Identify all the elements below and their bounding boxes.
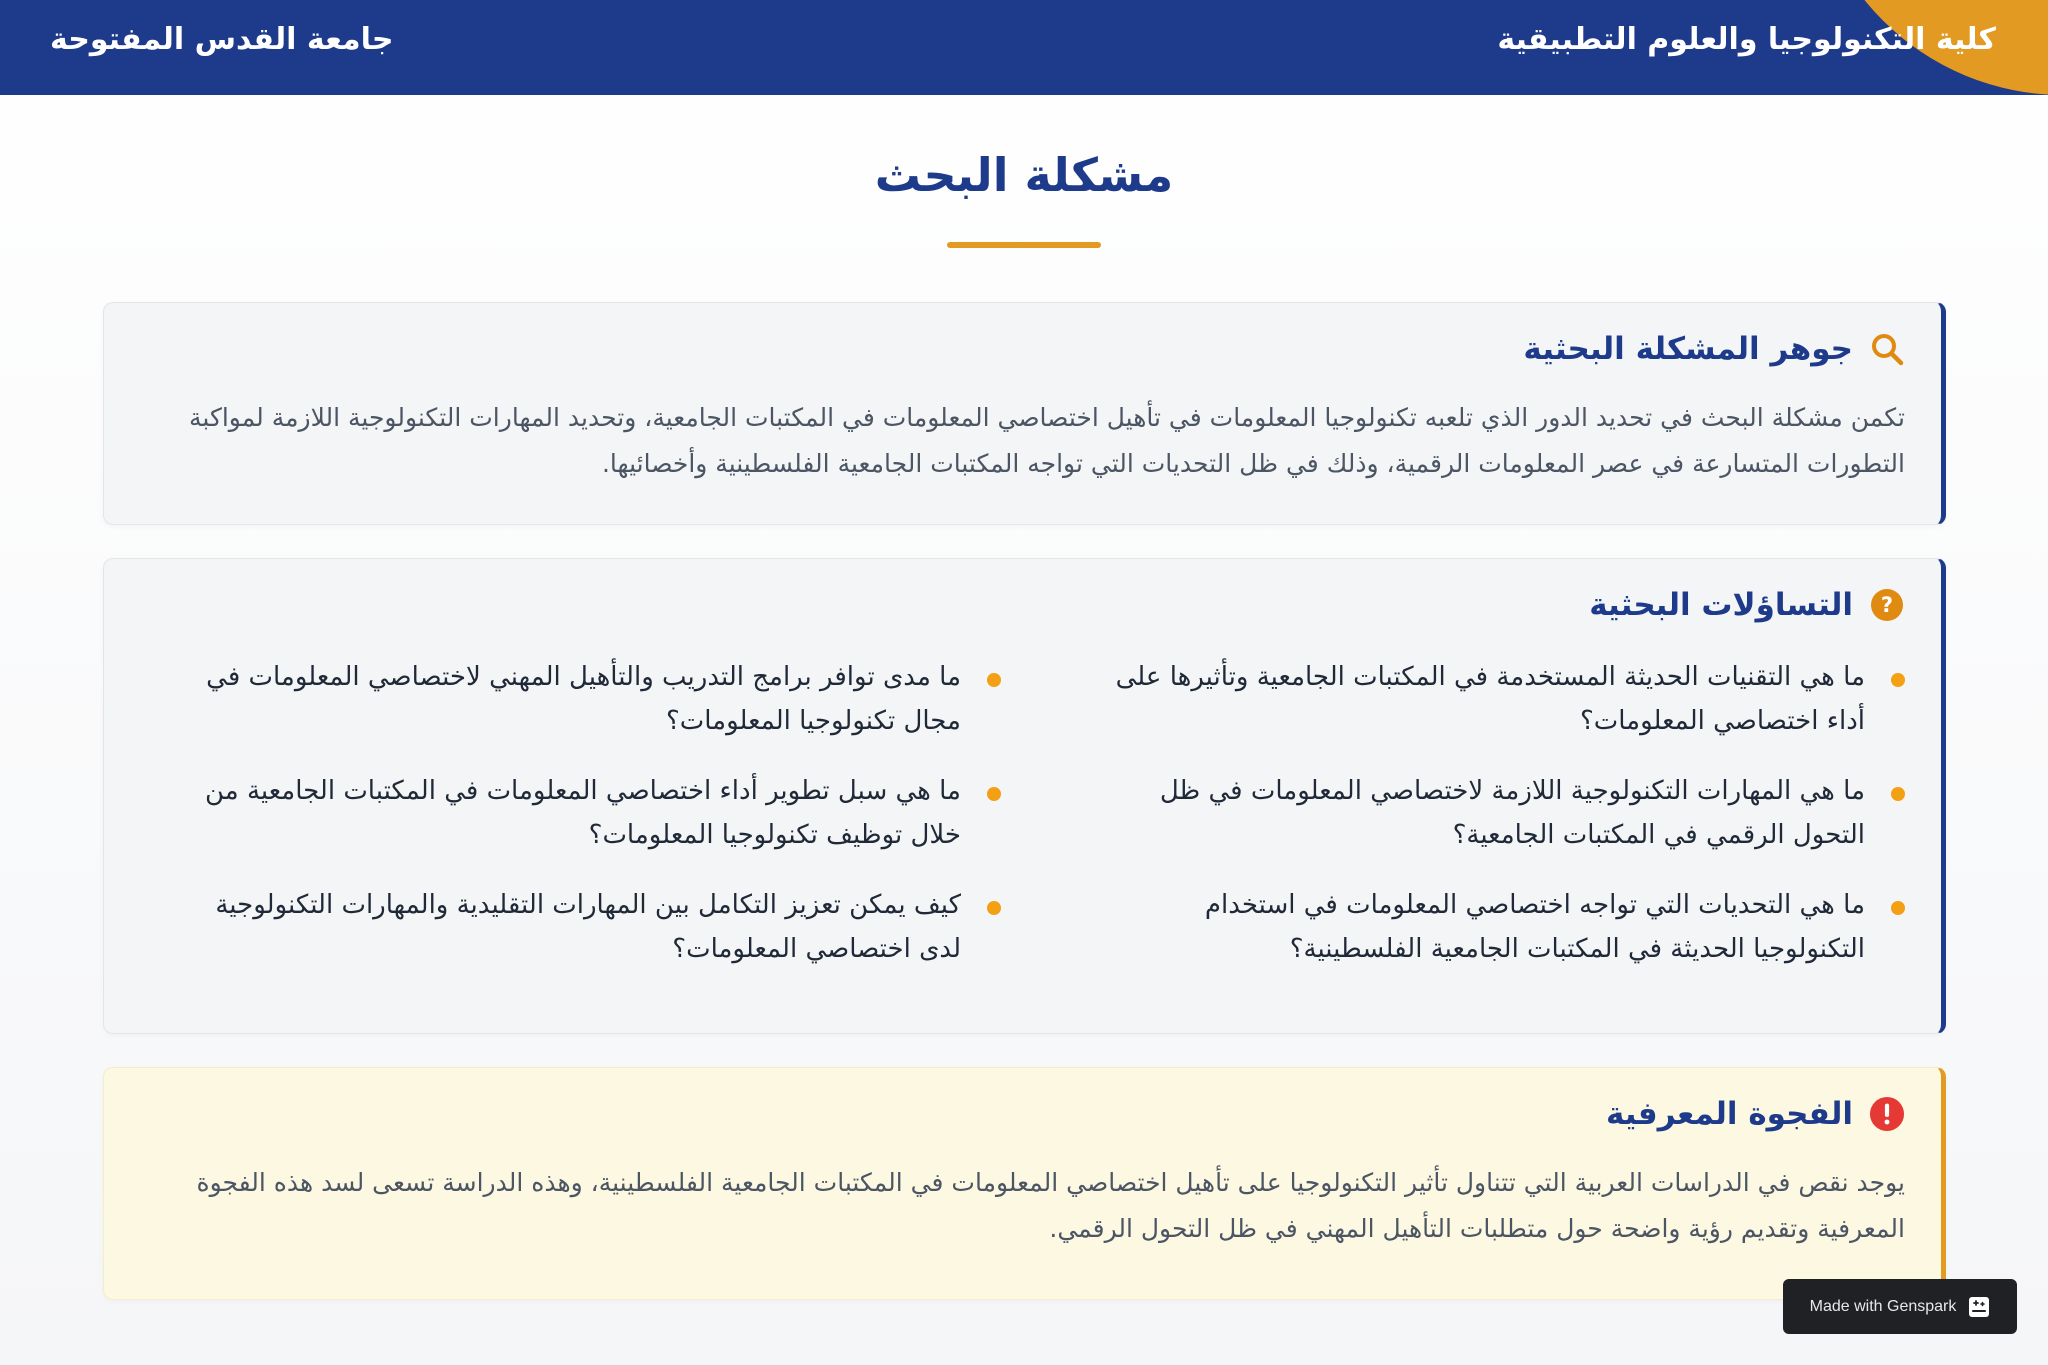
- university-name: جامعة القدس المفتوحة: [50, 22, 394, 57]
- bullet-dot: [987, 901, 1001, 915]
- question-text: ما مدى توافر برامج التدريب والتأهيل المهني لاختصاصي المعلومات في مجال تكنولوجيا المعلومات؟: [206, 662, 961, 736]
- knowledge-gap-text: يوجد نقص في الدراسات العربية التي تتناول تأثير التكنولوجيا على تأهيل اختصاصي المعلومات في المكتبات الجامعية الفلسطينية، وهذه الدراسة تسعى لسد هذه الفجوة المعرفية وتقديم رؤية واضحة حول متطلبات التأهيل المهني في ظل التحول الرقمي.: [196, 1168, 1905, 1243]
- questions-column-right: [1085, 655, 1905, 997]
- bullet-dot: [987, 787, 1001, 801]
- bullet-dot: [1891, 787, 1905, 801]
- research-questions-header: [1589, 587, 1905, 623]
- bullet-dot: [1891, 673, 1905, 687]
- list-item: [181, 883, 1001, 971]
- question-text: ما هي التحديات التي تواجه اختصاصي المعلومات في استخدام التكنولوجيا الحديثة في المكتبات الجامعية الفلسطينية؟: [1204, 890, 1865, 964]
- knowledge-gap-header: [1606, 1096, 1905, 1132]
- list-item: [181, 769, 1001, 857]
- list-item: [1085, 655, 1905, 743]
- core-problem-card: [103, 302, 1946, 525]
- page-title: مشكلة البحث: [874, 148, 1174, 202]
- bullet-dot: [1891, 901, 1905, 915]
- svg-text:?: ?: [1880, 593, 1894, 617]
- made-with-genspark-badge[interactable]: [1783, 1279, 2017, 1334]
- core-problem-heading: جوهر المشكلة البحثية: [1523, 331, 1853, 367]
- question-text: ما هي المهارات التكنولوجية اللازمة لاختصاصي المعلومات في ظل التحول الرقمي في المكتبات الجامعية؟: [1159, 776, 1865, 850]
- research-questions-heading: التساؤلات البحثية: [1589, 587, 1853, 623]
- genspark-logo-icon: [1968, 1296, 1990, 1318]
- list-item: [1085, 883, 1905, 971]
- question-circle-icon: [1869, 587, 1905, 623]
- research-questions-card: [103, 558, 1946, 1034]
- exclamation-circle-icon: [1869, 1096, 1905, 1132]
- questions-column-left: [181, 655, 1001, 997]
- question-text: كيف يمكن تعزيز التكامل بين المهارات التقليدية والمهارات التكنولوجية لدى اختصاصي المعلومات؟: [215, 890, 961, 964]
- knowledge-gap-heading: الفجوة المعرفية: [1605, 1096, 1853, 1132]
- question-text: ما هي سبل تطوير أداء اختصاصي المعلومات في المكتبات الجامعية من خلال توظيف تكنولوجيا المعلومات؟: [204, 776, 961, 850]
- search-icon: [1869, 331, 1905, 367]
- badge-label: Made with Genspark: [1809, 1297, 1957, 1315]
- list-item: [181, 655, 1001, 743]
- title-underline: [947, 242, 1101, 248]
- knowledge-gap-card: [103, 1067, 1946, 1300]
- list-item: [1085, 769, 1905, 857]
- bullet-dot: [987, 673, 1001, 687]
- question-text: ما هي التقنيات الحديثة المستخدمة في المكتبات الجامعية وتأثيرها على أداء اختصاصي المعلومات؟: [1115, 662, 1865, 736]
- core-problem-text: تكمن مشكلة البحث في تحديد الدور الذي تلعبه تكنولوجيا المعلومات في تأهيل اختصاصي المعلومات في المكتبات الجامعية، وتحديد المهارات التكنولوجية اللازمة لمواكبة التطورات المتسارعة في عصر المعلومات الرقمية، وذلك في ظل التحديات التي تواجه المكتبات الجامعية الفلسطينية وأخصائيها.: [189, 403, 1905, 478]
- core-problem-header: [1523, 331, 1905, 367]
- college-name: كلية التكنولوجيا والعلوم التطبيقية: [1497, 22, 1996, 57]
- top-header: [0, 0, 2048, 95]
